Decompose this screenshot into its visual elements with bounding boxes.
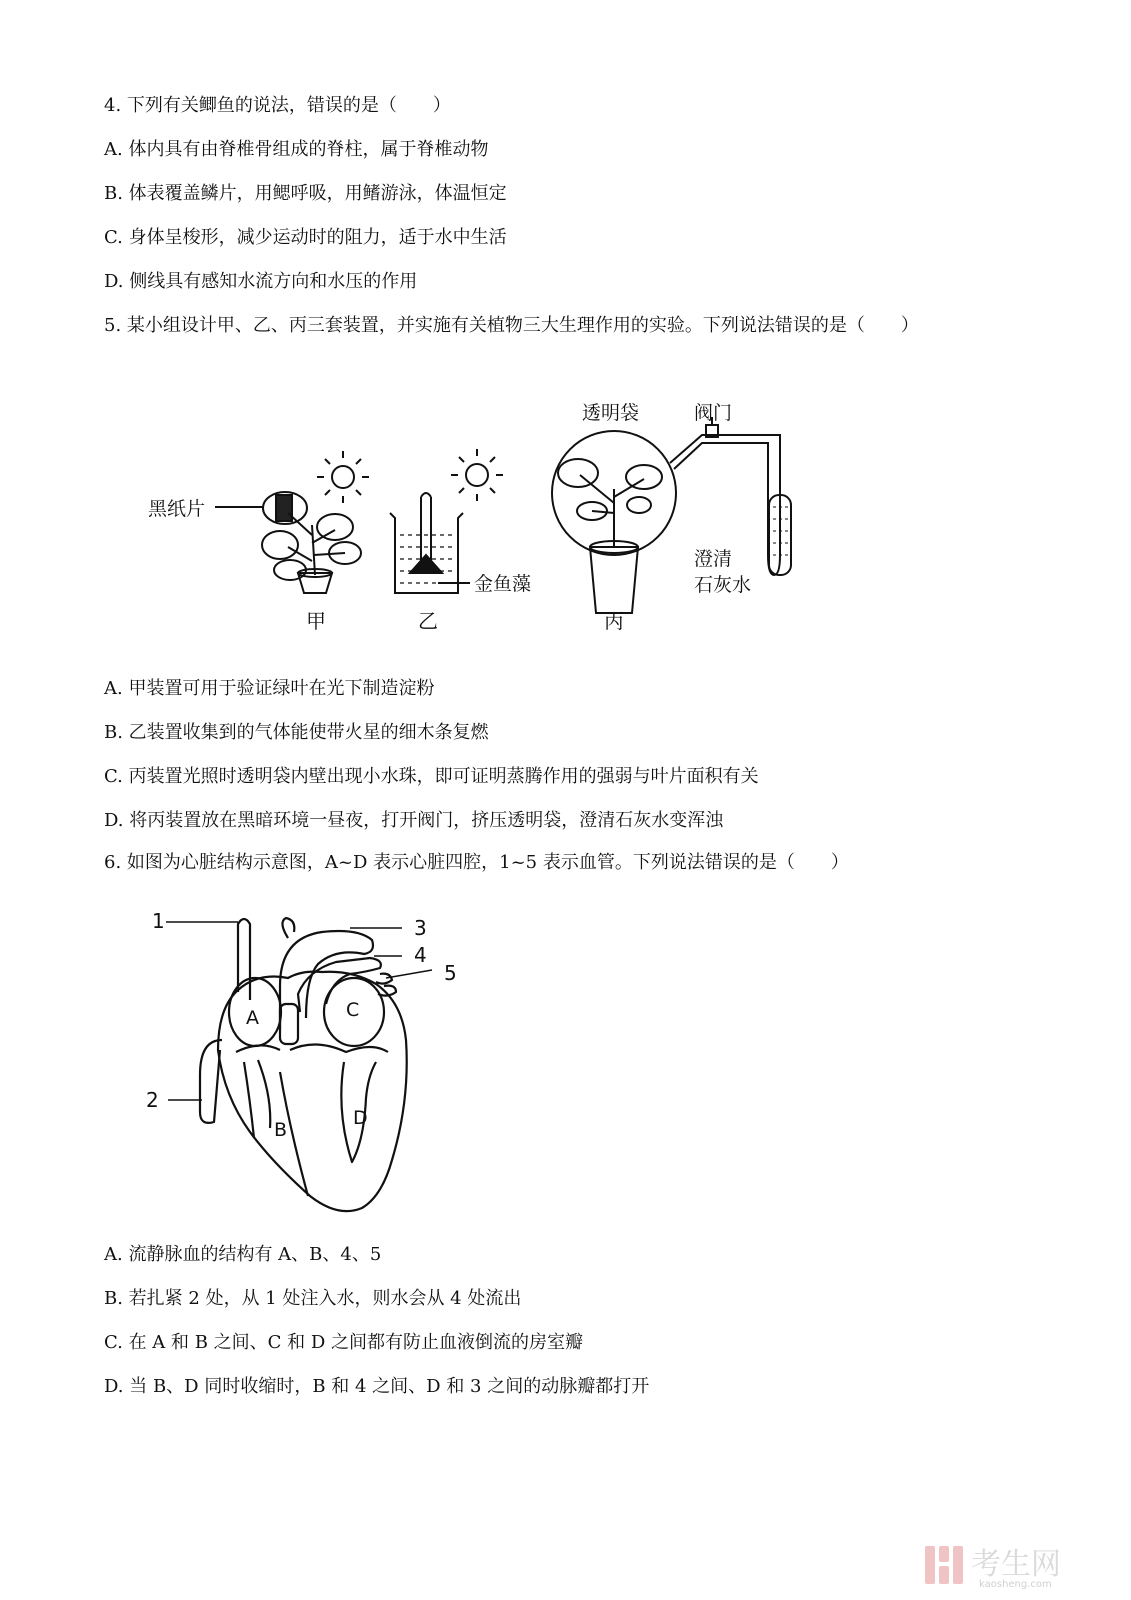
- q5-option-c: C. 丙装置光照时透明袋内壁出现小水珠，即可证明蒸腾作用的强弱与叶片面积有关: [104, 766, 759, 787]
- sun-icon: [451, 449, 503, 501]
- watermark-brand: 考生网: [971, 1547, 1061, 1582]
- label-3: 3: [414, 916, 427, 940]
- label-limewater-2: 石灰水: [694, 574, 752, 596]
- label-yi: 乙: [418, 609, 438, 633]
- label-5: 5: [444, 961, 457, 985]
- label-limewater-1: 澄清: [694, 548, 733, 570]
- q4-option-c: C. 身体呈梭形，减少运动时的阻力，适于水中生活: [104, 227, 507, 248]
- watermark-site: kaosheng.com: [979, 1579, 1052, 1590]
- q6-option-d: D. 当 B、D 同时收缩时，B 和 4 之间、D 和 3 之间的动脉瓣都打开: [104, 1376, 650, 1397]
- q5-option-a: A. 甲装置可用于验证绿叶在光下制造淀粉: [104, 678, 435, 699]
- q4-option-d: D. 侧线具有感知水流方向和水压的作用: [104, 271, 418, 292]
- plant-experiment-figure: [140, 385, 820, 645]
- transparent-bag-bing: [552, 417, 791, 613]
- q5-stem: 5. 某小组设计甲、乙、丙三套装置，并实施有关植物三大生理作用的实验。下列说法错误的是（ ）: [104, 315, 919, 336]
- label-valve: 阀门: [694, 402, 733, 424]
- q5-option-d: D. 将丙装置放在黑暗环境一昼夜，打开阀门，挤压透明袋，澄清石灰水变浑浊: [104, 810, 724, 831]
- q6-option-c: C. 在 A 和 B 之间、C 和 D 之间都有防止血液倒流的房室瓣: [104, 1332, 584, 1353]
- label-bing: 丙: [604, 609, 624, 633]
- label-D: D: [353, 1107, 368, 1129]
- q6-stem: 6. 如图为心脏结构示意图，A~D 表示心脏四腔，1~5 表示血管。下列说法错误的是（ ）: [104, 852, 849, 873]
- pulmonary-artery: [298, 958, 381, 1012]
- heart-structure-figure: [140, 900, 480, 1220]
- label-1: 1: [152, 909, 165, 933]
- sun-icon: [317, 451, 369, 503]
- label-bag: 透明袋: [582, 402, 640, 424]
- potted-plant-jia: [262, 492, 361, 593]
- label-jia: 甲: [306, 609, 326, 633]
- black-paper-icon: [276, 495, 292, 521]
- label-2: 2: [146, 1088, 159, 1112]
- label-4: 4: [414, 943, 427, 967]
- q4-option-b: B. 体表覆盖鳞片，用鳃呼吸，用鳍游泳，体温恒定: [104, 183, 507, 204]
- vessel-2: [200, 1040, 222, 1123]
- kaosheng-logo-icon: [925, 1546, 963, 1584]
- label-B: B: [274, 1119, 288, 1141]
- q6-option-a: A. 流静脉血的结构有 A、B、4、5: [104, 1244, 382, 1265]
- q4-option-a: A. 体内具有由脊椎骨组成的脊柱，属于脊椎动物: [104, 139, 489, 160]
- q6-option-b: B. 若扎紧 2 处，从 1 处注入水，则水会从 4 处流出: [104, 1288, 522, 1309]
- label-C: C: [346, 999, 360, 1021]
- label-black-paper: 黑纸片: [148, 498, 206, 520]
- q4-stem: 4. 下列有关鲫鱼的说法，错误的是（ ）: [104, 95, 451, 116]
- beaker-yi: [390, 493, 463, 593]
- label-goldfish-weed: 金鱼藻: [474, 573, 532, 595]
- label-A: A: [246, 1007, 259, 1029]
- kaosheng-watermark: [923, 1540, 1103, 1590]
- q5-option-b: B. 乙装置收集到的气体能使带火星的细木条复燃: [104, 722, 489, 743]
